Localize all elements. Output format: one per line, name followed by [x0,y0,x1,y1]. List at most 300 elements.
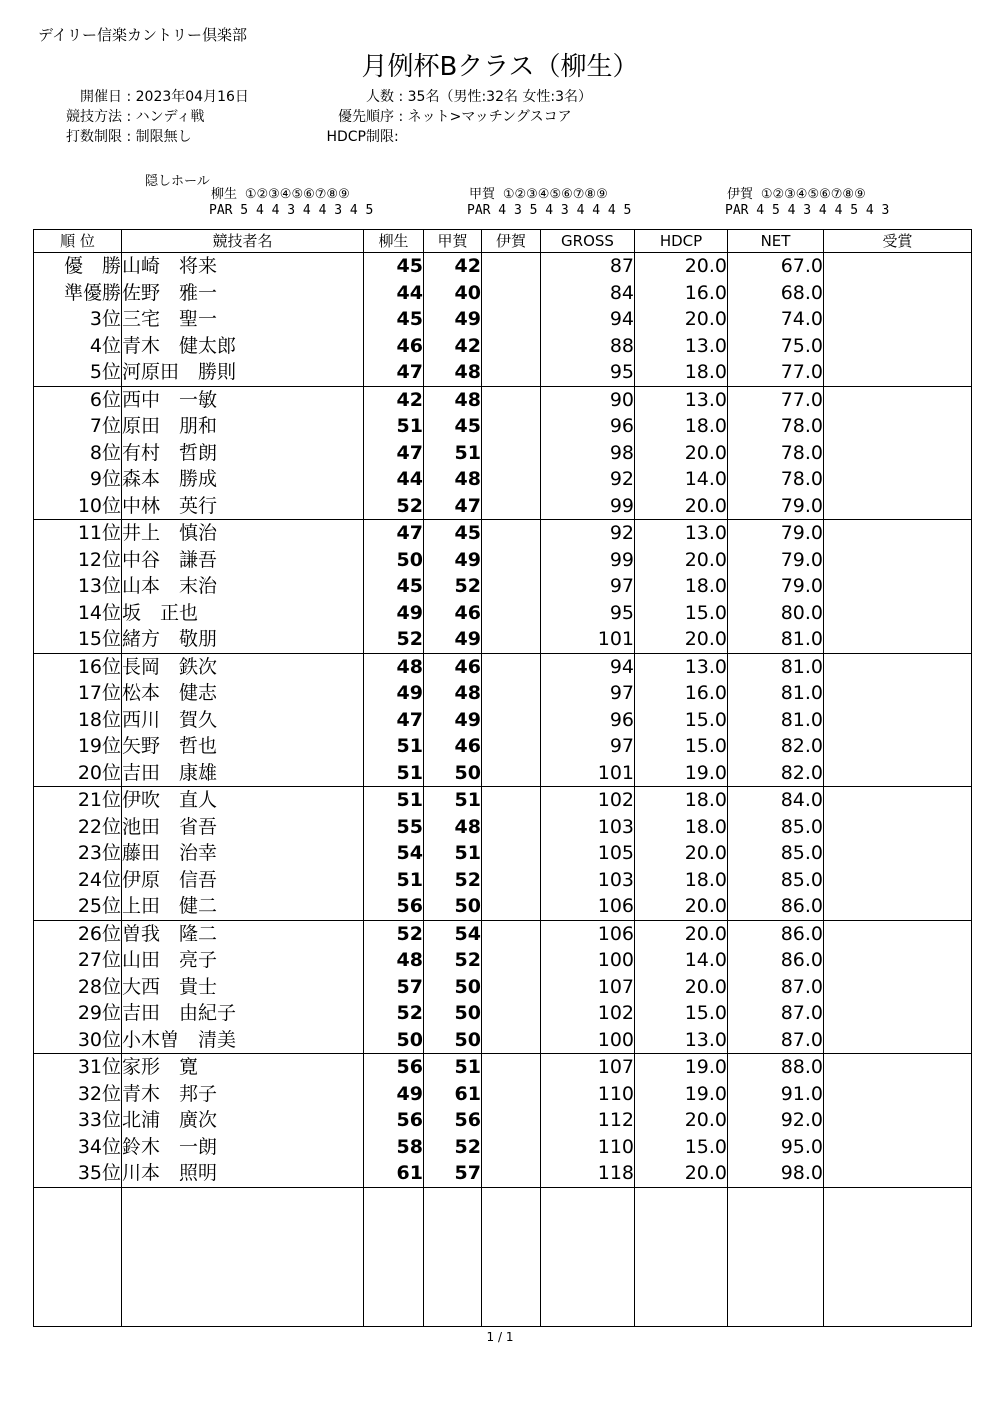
table-row [34,573,972,600]
name-cell: 西川 賀久 [122,707,364,734]
course-1-score: 52 [364,920,424,947]
net-score: 87.0 [728,974,824,1001]
info-date: 開催日 : 2023年04月16日 [48,86,249,106]
rank-cell: 12位 [34,547,122,574]
header-award: 受賞 [824,230,972,253]
course-3-score [482,573,541,600]
hdcp-value: 20.0 [635,547,728,574]
course-1-score: 51 [364,867,424,894]
course-3-score [482,1081,541,1108]
page-number: 1 / 1 [486,1330,514,1344]
table-row [34,867,972,894]
course-3-score [482,680,541,707]
date-value: 2023年04月16日 [135,89,249,105]
hdcp-value: 19.0 [635,1054,728,1081]
table-row [34,1000,972,1027]
course-3-score [482,333,541,360]
hdcp-value: 20.0 [635,440,728,467]
rank-cell: 29位 [34,1000,122,1027]
gross-score: 101 [541,760,635,787]
gross-score: 97 [541,573,635,600]
course-3-score [482,787,541,814]
course-2-score: 48 [424,386,482,413]
name-cell: 原田 朋和 [122,413,364,440]
hdcp-value: 13.0 [635,386,728,413]
course-2-score: 50 [424,974,482,1001]
award-cell [824,707,972,734]
hdcp-value: 20.0 [635,626,728,653]
page-title: 月例杯Bクラス（柳生） [361,52,639,82]
net-score: 81.0 [728,680,824,707]
blank-cell [364,1187,424,1326]
hdcp-value: 15.0 [635,1000,728,1027]
course-3-score [482,840,541,867]
award-cell [824,920,972,947]
priority-label: 優先順序 [338,109,394,125]
course-1-score: 50 [364,547,424,574]
award-cell [824,280,972,307]
table-row [34,440,972,467]
gross-score: 105 [541,840,635,867]
info-method: 競技方法 : ハンディ戦 [48,106,205,126]
table-row [34,359,972,386]
award-cell [824,493,972,520]
course-2-score: 46 [424,600,482,627]
hdcp-value: 20.0 [635,974,728,1001]
info-hdcp: HDCP制限: [290,126,399,146]
hdcp-value: 13.0 [635,1027,728,1054]
course-1-score: 44 [364,466,424,493]
course-3-score [482,867,541,894]
hdcp-value: 14.0 [635,947,728,974]
course-name: 甲賀 [468,187,495,202]
table-row [34,1107,972,1134]
table-row [34,733,972,760]
count-value: 35名（男性:32名 女性:3名） [407,89,593,105]
table-row [34,680,972,707]
name-cell: 北浦 廣次 [122,1107,364,1134]
course-2-score: 48 [424,680,482,707]
table-row [34,626,972,653]
course-2-score: 51 [424,840,482,867]
award-cell [824,1000,972,1027]
net-score: 81.0 [728,626,824,653]
table-row [34,280,972,307]
info-count: 人数 : 35名（男性:32名 女性:3名） [290,86,592,106]
net-score: 82.0 [728,760,824,787]
gross-score: 92 [541,466,635,493]
gross-score: 101 [541,626,635,653]
name-cell: 藤田 治幸 [122,840,364,867]
name-cell: 山崎 将来 [122,253,364,280]
award-cell [824,760,972,787]
course-3-score [482,920,541,947]
rank-cell: 17位 [34,680,122,707]
gross-score: 87 [541,253,635,280]
course-1-score: 48 [364,653,424,680]
rank-cell: 15位 [34,626,122,653]
course-3-score [482,466,541,493]
table-row [34,787,972,814]
net-score: 87.0 [728,1027,824,1054]
course-1-score: 48 [364,947,424,974]
award-cell [824,653,972,680]
course-1-score: 49 [364,680,424,707]
hdcp-value: 20.0 [635,253,728,280]
table-header-row [34,230,972,253]
rank-cell: 33位 [34,1107,122,1134]
course-2-score: 54 [424,920,482,947]
net-score: 81.0 [728,653,824,680]
course-2-score: 49 [424,306,482,333]
net-score: 67.0 [728,253,824,280]
course-3-score [482,626,541,653]
header-course-1: 柳生 [364,230,424,253]
course-1-score: 47 [364,707,424,734]
gross-score: 103 [541,867,635,894]
hidden-course-1 [197,187,373,219]
name-cell: 曽我 隆二 [122,920,364,947]
net-score: 98.0 [728,1160,824,1187]
net-score: 86.0 [728,947,824,974]
rank-cell: 32位 [34,1081,122,1108]
course-1-score: 47 [364,440,424,467]
name-cell: 大西 貴士 [122,974,364,1001]
method-label: 競技方法 [66,109,122,125]
hdcp-value: 20.0 [635,1107,728,1134]
course-2-score: 49 [424,626,482,653]
blank-cell [728,1187,824,1326]
name-cell: 坂 正也 [122,600,364,627]
course-1-score: 51 [364,413,424,440]
name-cell: 伊吹 直人 [122,787,364,814]
strokes-value: 制限無し [135,129,192,145]
gross-score: 102 [541,787,635,814]
table-row [34,653,972,680]
name-cell: 青木 健太郎 [122,333,364,360]
gross-score: 107 [541,974,635,1001]
award-cell [824,947,972,974]
hdcp-value: 20.0 [635,306,728,333]
blank-cell [635,1187,728,1326]
course-2-score: 56 [424,1107,482,1134]
rank-cell: 準優勝 [34,280,122,307]
par-values: PAR 4 5 4 3 4 4 5 4 3 [725,203,890,218]
award-cell [824,1134,972,1161]
course-2-score: 51 [424,787,482,814]
gross-score: 96 [541,707,635,734]
course-2-score: 57 [424,1160,482,1187]
award-cell [824,867,972,894]
table-row [34,600,972,627]
rank-cell: 9位 [34,466,122,493]
gross-score: 100 [541,947,635,974]
course-1-score: 55 [364,814,424,841]
net-score: 78.0 [728,466,824,493]
blank-cell [122,1187,364,1326]
course-2-score: 51 [424,440,482,467]
course-2-score: 48 [424,814,482,841]
course-2-score: 52 [424,1134,482,1161]
course-2-score: 48 [424,466,482,493]
course-3-score [482,253,541,280]
gross-score: 99 [541,547,635,574]
gross-score: 94 [541,653,635,680]
name-cell: 西中 一敏 [122,386,364,413]
table-row [34,1027,972,1054]
course-1-score: 45 [364,573,424,600]
name-cell: 上田 健二 [122,893,364,920]
course-2-score: 51 [424,1054,482,1081]
net-score: 79.0 [728,493,824,520]
gross-score: 95 [541,359,635,386]
name-cell: 中谷 謙吾 [122,547,364,574]
hdcp-value: 18.0 [635,787,728,814]
table-row [34,1081,972,1108]
award-cell [824,1081,972,1108]
rank-cell: 5位 [34,359,122,386]
net-score: 85.0 [728,840,824,867]
award-cell [824,600,972,627]
award-cell [824,733,972,760]
gross-score: 112 [541,1107,635,1134]
table-row [34,520,972,547]
course-1-score: 49 [364,600,424,627]
rank-cell: 24位 [34,867,122,894]
table-row [34,1054,972,1081]
name-cell: 三宅 聖一 [122,306,364,333]
name-cell: 池田 省吾 [122,814,364,841]
table-row [34,707,972,734]
course-3-score [482,814,541,841]
award-cell [824,547,972,574]
name-cell: 青木 邦子 [122,1081,364,1108]
hdcp-value: 18.0 [635,867,728,894]
results-table [33,229,972,1327]
header-net: NET [728,230,824,253]
name-cell: 河原田 勝則 [122,359,364,386]
hidden-course-3 [713,187,889,219]
gross-score: 99 [541,493,635,520]
course-2-score: 50 [424,893,482,920]
table-row [34,814,972,841]
award-cell [824,466,972,493]
net-score: 88.0 [728,1054,824,1081]
course-3-score [482,440,541,467]
net-score: 85.0 [728,867,824,894]
hdcp-value: 20.0 [635,920,728,947]
name-cell: 鈴木 一朗 [122,1134,364,1161]
hdcp-value: 15.0 [635,733,728,760]
course-1-score: 46 [364,333,424,360]
course-2-score: 49 [424,547,482,574]
header-course-3: 伊賀 [482,230,541,253]
name-cell: 中林 英行 [122,493,364,520]
gross-score: 107 [541,1054,635,1081]
course-2-score: 42 [424,333,482,360]
net-score: 78.0 [728,413,824,440]
hdcp-value: 15.0 [635,1134,728,1161]
net-score: 79.0 [728,520,824,547]
award-cell [824,680,972,707]
hdcp-value: 18.0 [635,359,728,386]
gross-score: 106 [541,893,635,920]
course-3-score [482,893,541,920]
name-cell: 佐野 雅一 [122,280,364,307]
course-1-score: 49 [364,1081,424,1108]
hole-marks: ①②③④⑤⑥⑦⑧⑨ [244,187,350,202]
info-priority: 優先順序 : ネット>マッチングスコア [290,106,572,126]
rank-cell: 25位 [34,893,122,920]
hdcp-value: 14.0 [635,466,728,493]
strokes-label: 打数制限 [66,129,122,145]
hdcp-value: 18.0 [635,413,728,440]
net-score: 84.0 [728,787,824,814]
date-label: 開催日 [80,89,122,105]
award-cell [824,440,972,467]
net-score: 78.0 [728,440,824,467]
name-cell: 山田 亮子 [122,947,364,974]
gross-score: 94 [541,306,635,333]
table-row [34,893,972,920]
course-1-score: 56 [364,893,424,920]
net-score: 86.0 [728,893,824,920]
method-value: ハンディ戦 [135,109,205,125]
gross-score: 118 [541,1160,635,1187]
rank-cell: 21位 [34,787,122,814]
course-3-score [482,1027,541,1054]
hdcp-value: 20.0 [635,840,728,867]
course-1-score: 47 [364,359,424,386]
hdcp-value: 18.0 [635,814,728,841]
course-1-score: 56 [364,1107,424,1134]
blank-cell [482,1187,541,1326]
course-2-score: 49 [424,707,482,734]
course-1-score: 52 [364,1000,424,1027]
rank-cell: 11位 [34,520,122,547]
name-cell: 松本 健志 [122,680,364,707]
course-3-score [482,520,541,547]
hdcp-value: 15.0 [635,600,728,627]
hidden-holes-title: 隠しホール [145,174,210,189]
rank-cell: 優 勝 [34,253,122,280]
gross-score: 100 [541,1027,635,1054]
course-1-score: 51 [364,760,424,787]
table-row [34,333,972,360]
course-2-score: 45 [424,413,482,440]
table-row [34,1134,972,1161]
hdcp-value: 13.0 [635,653,728,680]
rank-cell: 31位 [34,1054,122,1081]
course-3-score [482,760,541,787]
blank-cell [424,1187,482,1326]
table-row [34,493,972,520]
name-cell: 伊原 信吾 [122,867,364,894]
hdcp-value: 19.0 [635,1081,728,1108]
rank-cell: 19位 [34,733,122,760]
blank-cell [824,1187,972,1326]
hidden-course-2 [455,187,631,219]
course-3-score [482,1134,541,1161]
hdcp-value: 20.0 [635,1160,728,1187]
course-3-score [482,280,541,307]
course-name: 柳生 [210,187,237,202]
name-cell: 山本 末治 [122,573,364,600]
blank-cell [541,1187,635,1326]
course-1-score: 51 [364,733,424,760]
header-rank: 順 位 [34,230,122,253]
course-2-score: 52 [424,947,482,974]
course-3-score [482,493,541,520]
hdcp-value: 15.0 [635,707,728,734]
priority-value: ネット>マッチングスコア [407,109,572,125]
rank-cell: 10位 [34,493,122,520]
header-course-2: 甲賀 [424,230,482,253]
blank-row [34,1187,972,1326]
rank-cell: 13位 [34,573,122,600]
club-name: デイリー信楽カントリー倶楽部 [38,26,247,44]
name-cell: 矢野 哲也 [122,733,364,760]
gross-score: 98 [541,440,635,467]
net-score: 95.0 [728,1134,824,1161]
course-2-score: 61 [424,1081,482,1108]
course-3-score [482,1000,541,1027]
name-cell: 森本 勝成 [122,466,364,493]
course-2-score: 50 [424,1027,482,1054]
rank-cell: 20位 [34,760,122,787]
course-1-score: 45 [364,253,424,280]
rank-cell: 22位 [34,814,122,841]
award-cell [824,1160,972,1187]
course-3-score [482,1107,541,1134]
course-2-score: 50 [424,760,482,787]
award-cell [824,386,972,413]
hdcp-value: 19.0 [635,760,728,787]
table-row [34,1160,972,1187]
rank-cell: 28位 [34,974,122,1001]
course-3-score [482,386,541,413]
par-values: PAR 4 3 5 4 3 4 4 4 5 [467,203,632,218]
gross-score: 102 [541,1000,635,1027]
course-2-score: 42 [424,253,482,280]
gross-score: 110 [541,1081,635,1108]
table-row [34,386,972,413]
award-cell [824,893,972,920]
hole-marks: ①②③④⑤⑥⑦⑧⑨ [760,187,866,202]
rank-cell: 16位 [34,653,122,680]
course-1-score: 52 [364,626,424,653]
name-cell: 緒方 敬朋 [122,626,364,653]
course-2-score: 48 [424,359,482,386]
net-score: 68.0 [728,280,824,307]
gross-score: 92 [541,520,635,547]
course-2-score: 40 [424,280,482,307]
course-2-score: 46 [424,733,482,760]
course-2-score: 47 [424,493,482,520]
net-score: 79.0 [728,547,824,574]
rank-cell: 23位 [34,840,122,867]
table-row [34,974,972,1001]
course-1-score: 52 [364,493,424,520]
name-cell: 有村 哲朗 [122,440,364,467]
gross-score: 96 [541,413,635,440]
gross-score: 88 [541,333,635,360]
course-3-score [482,359,541,386]
gross-score: 84 [541,280,635,307]
course-2-score: 52 [424,573,482,600]
rank-cell: 30位 [34,1027,122,1054]
gross-score: 97 [541,733,635,760]
